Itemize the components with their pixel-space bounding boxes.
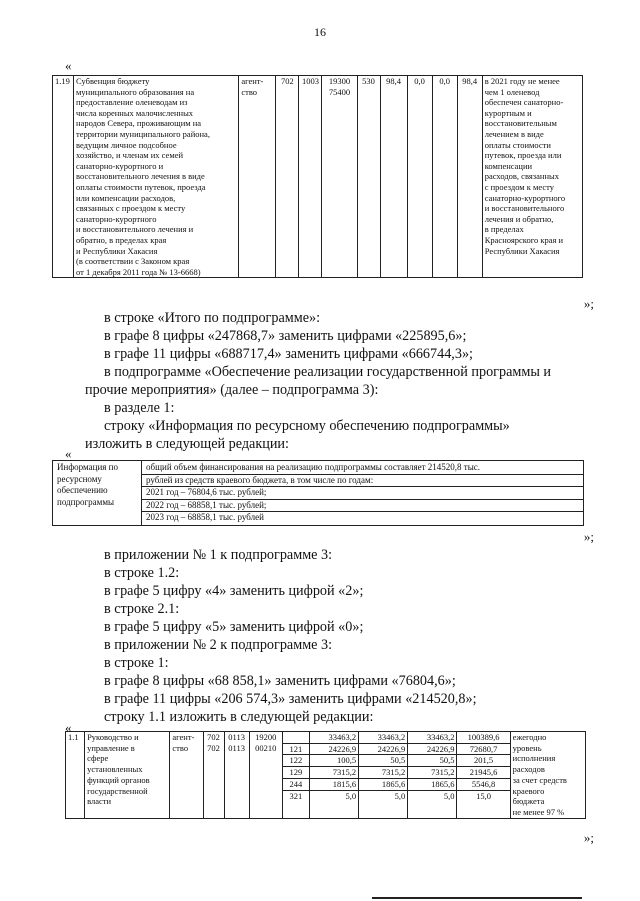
- paragraph: в графе 11 цифры «688717,4» заменить цифрами «666744,3»;: [104, 346, 473, 362]
- table-cell-line: 33463,2: [310, 732, 358, 744]
- text-line: агент-: [172, 732, 195, 742]
- text-line: 00210: [255, 742, 277, 753]
- text-line: и восстановительного лечения и: [76, 224, 194, 235]
- table-subsidy-row: [52, 75, 583, 278]
- table-cell-line: 7315,2: [310, 767, 358, 779]
- text-line: восстановительного лечения в виде: [76, 171, 205, 182]
- paragraph: строку «Информация по ресурсному обеспечению подпрограммы»: [104, 418, 510, 434]
- text-line: ведущим личное подсобное: [76, 139, 177, 150]
- text-line: территории муниципального района,: [76, 128, 210, 139]
- text-line: предоставление оленеводам из: [76, 97, 188, 108]
- close-quote-1: »;: [583, 296, 594, 311]
- paragraph: в строке 1.2:: [104, 565, 180, 581]
- page-number: 16: [314, 25, 326, 39]
- close-quote-2: »;: [583, 529, 594, 544]
- table-cell-line: 33463,2: [359, 732, 407, 744]
- paragraph: в графе 11 цифры «206 574,3» заменить цифрами «214520,8»;: [104, 691, 477, 707]
- paragraph: в графе 5 цифру «5» заменить цифрой «0»;: [104, 619, 364, 635]
- paragraph: в графе 8 цифры «247868,7» заменить цифрами «225895,6»;: [104, 328, 467, 344]
- text-line: 2023 год – 68858,1 тыс. рублей: [146, 512, 264, 522]
- text-line: и восстановительного: [484, 203, 565, 214]
- text-line: лечения и обратно,: [484, 213, 554, 224]
- row-number: 1.1: [66, 732, 85, 819]
- text-line: Красноярского края и: [484, 234, 564, 245]
- open-quote-2: «: [65, 446, 72, 461]
- table-cell-line: 122: [283, 755, 309, 767]
- value-2023: 0,0: [432, 76, 457, 278]
- rzpr: 1003: [299, 76, 322, 278]
- table-cell-line: 21945,6: [457, 767, 509, 779]
- table-cell-line: 33463,2: [408, 732, 456, 744]
- text-line: ежегодно: [512, 732, 547, 742]
- text-line: Республики Хакасия: [484, 245, 560, 256]
- text-line: рублей из средств краевого бюджета, в том числе по годам:: [142, 475, 583, 488]
- text-line: общий объем финансирования на реализацию подпрограммы составляет 214520,8 тыс.: [142, 462, 583, 475]
- table-cell-line: 5,0: [394, 790, 406, 801]
- text-line: 19200: [255, 732, 277, 742]
- text-line: в пределах: [484, 224, 524, 235]
- csr: [322, 76, 357, 278]
- table-management-row: [65, 731, 586, 819]
- grbs: 702: [276, 76, 299, 278]
- text-line: бюджета: [512, 796, 545, 807]
- vr: 530: [357, 76, 380, 278]
- text-line: 0113: [228, 742, 245, 753]
- text-line: санаторно-курортного: [484, 192, 566, 203]
- text-line: или компенсации расходов,: [76, 192, 176, 203]
- table-cell-line: 100,5: [310, 755, 358, 767]
- table-cell-line: 7315,2: [359, 767, 407, 779]
- text-line: не менее 97 %: [512, 806, 565, 817]
- paragraph: в строке «Итого по подпрограмме»:: [104, 310, 321, 326]
- table-cell-line: 1815,6: [310, 779, 358, 791]
- agency: [170, 732, 203, 819]
- text-line: обратно, в пределах края: [76, 234, 167, 245]
- value-total: [457, 732, 510, 819]
- text-line: 2021 год – 76804,6 тыс. рублей;: [142, 487, 583, 500]
- text-line: с проездом к месту: [484, 181, 555, 192]
- text-line: расходов: [512, 764, 545, 775]
- table-cell-line: 201,5: [457, 755, 509, 767]
- text-line: за счет средств: [512, 774, 567, 785]
- resource-label: [53, 461, 142, 526]
- table-cell-line: 24226,9: [359, 744, 407, 756]
- text-line: числа коренных малочисленных: [76, 107, 194, 118]
- text-line: санаторно-курортного: [76, 213, 157, 224]
- resource-value: [142, 461, 584, 526]
- paragraph: в графе 5 цифру «4» заменить цифрой «2»;: [104, 583, 364, 599]
- text-line: 19300: [328, 76, 351, 86]
- text-line: власти: [87, 796, 112, 807]
- row-name: [85, 732, 170, 819]
- expected-result: [510, 732, 585, 819]
- text-line: и Республики Хакасия: [76, 245, 158, 256]
- table-cell-line: 50,5: [408, 755, 456, 767]
- value-2022: [359, 732, 408, 819]
- text-line: государственной: [87, 785, 148, 796]
- table-cell-line: 5546,8: [457, 779, 509, 791]
- text-line: Руководство и: [87, 732, 139, 742]
- text-line: ресурсному: [57, 473, 102, 484]
- text-line: сфере: [87, 753, 109, 764]
- text-line: обеспечен санаторно-: [484, 97, 564, 108]
- table-cell-line: 5,0: [345, 790, 357, 801]
- text-line: краевого: [512, 785, 545, 796]
- text-line: муниципального образования на: [76, 86, 195, 97]
- rzpr: [224, 732, 249, 819]
- text-line: лечением в виде: [484, 128, 544, 139]
- paragraph: в разделе 1:: [104, 400, 175, 416]
- agency: [239, 76, 276, 278]
- text-line: агент-: [241, 76, 264, 86]
- table-cell-line: 321: [289, 790, 303, 801]
- csr: [249, 732, 282, 819]
- text-line: путевок, проезда или: [484, 150, 562, 161]
- text-line: подпрограммы: [57, 496, 115, 507]
- text-line: народов Севера, проживающим на: [76, 118, 202, 129]
- paragraph: в приложении № 1 к подпрограмме 3:: [104, 547, 333, 563]
- paragraph: строку 1.1 изложить в следующей редакции:: [104, 709, 374, 725]
- text-line: от 1 декабря 2011 года № 13-6668): [76, 266, 201, 277]
- table-cell-line: 72680,7: [457, 744, 509, 756]
- text-line: Субвенция бюджету: [76, 76, 150, 86]
- text-line: курортным и: [484, 107, 532, 118]
- text-line: 75400: [328, 86, 351, 97]
- vr: [282, 732, 309, 819]
- row-number: 1.19: [53, 76, 74, 278]
- table-cell-line: [283, 732, 309, 744]
- paragraph: прочие мероприятия» (далее – подпрограмма 3):: [85, 382, 379, 398]
- table-cell-line: 1865,6: [359, 779, 407, 791]
- paragraph: изложить в следующей редакции:: [85, 436, 289, 452]
- value-2021: 98,4: [380, 76, 407, 278]
- text-line: 0113: [228, 732, 245, 742]
- table-cell-line: 7315,2: [408, 767, 456, 779]
- text-line: Информация по: [57, 462, 118, 472]
- text-line: чем 1 оленевод: [484, 86, 540, 97]
- table-cell-line: 129: [283, 767, 309, 779]
- text-line: управление в: [87, 742, 135, 753]
- text-line: оплаты стоимости путевок, проезда: [76, 181, 206, 192]
- value-2021: [309, 732, 358, 819]
- paragraph: в подпрограмме «Обеспечение реализации государственной программы и: [104, 364, 552, 380]
- footer-rule: [372, 897, 582, 899]
- text-line: уровень: [512, 742, 542, 753]
- expected-result: [482, 76, 582, 278]
- table-cell-line: 50,5: [359, 755, 407, 767]
- table-cell-line: 15,0: [476, 790, 491, 801]
- text-line: расходов, связанных: [484, 171, 559, 182]
- open-quote-1: «: [65, 58, 72, 73]
- text-line: санаторно-курортного и: [76, 160, 164, 171]
- table-cell-line: 121: [283, 744, 309, 756]
- table-cell-line: 1865,6: [408, 779, 456, 791]
- text-line: 2022 год – 68858,1 тыс. рублей;: [142, 500, 583, 513]
- table-cell-line: 100389,6: [457, 732, 509, 744]
- text-line: (в соответствии с Законом края: [76, 256, 190, 267]
- text-line: исполнения: [512, 753, 556, 764]
- table-cell-line: 24226,9: [408, 744, 456, 756]
- text-line: восстановительным: [484, 118, 557, 129]
- paragraph: в строке 1:: [104, 655, 169, 671]
- grbs: [203, 732, 224, 819]
- text-line: ство: [172, 742, 189, 753]
- paragraph: в строке 2.1:: [104, 601, 180, 617]
- value-2023: [408, 732, 457, 819]
- value-total: 98,4: [457, 76, 482, 278]
- text-line: 702: [207, 732, 220, 742]
- table-cell-line: 24226,9: [310, 744, 358, 756]
- paragraph: в графе 8 цифры «68 858,1» заменить цифрами «76804,6»;: [104, 673, 456, 689]
- value-2022: 0,0: [407, 76, 432, 278]
- open-quote-3: «: [65, 720, 72, 735]
- text-line: компенсации: [484, 160, 533, 171]
- text-line: оплаты стоимости: [484, 139, 551, 150]
- paragraph: в приложении № 2 к подпрограмме 3:: [104, 637, 333, 653]
- text-line: ство: [241, 86, 258, 97]
- table-cell-line: 244: [283, 779, 309, 791]
- text-line: 702: [207, 742, 220, 753]
- close-quote-3: »;: [583, 830, 594, 845]
- table-resource-info: [52, 460, 584, 526]
- text-line: функций органов: [87, 774, 150, 785]
- row-name: [74, 76, 239, 278]
- text-line: связанных с проездом к месту: [76, 203, 186, 214]
- text-line: установленных: [87, 764, 143, 775]
- text-line: обеспечению: [57, 485, 108, 495]
- table-cell-line: 5,0: [443, 790, 455, 801]
- text-line: хозяйство, и членам их семей: [76, 150, 184, 161]
- text-line: в 2021 году не менее: [484, 76, 560, 86]
